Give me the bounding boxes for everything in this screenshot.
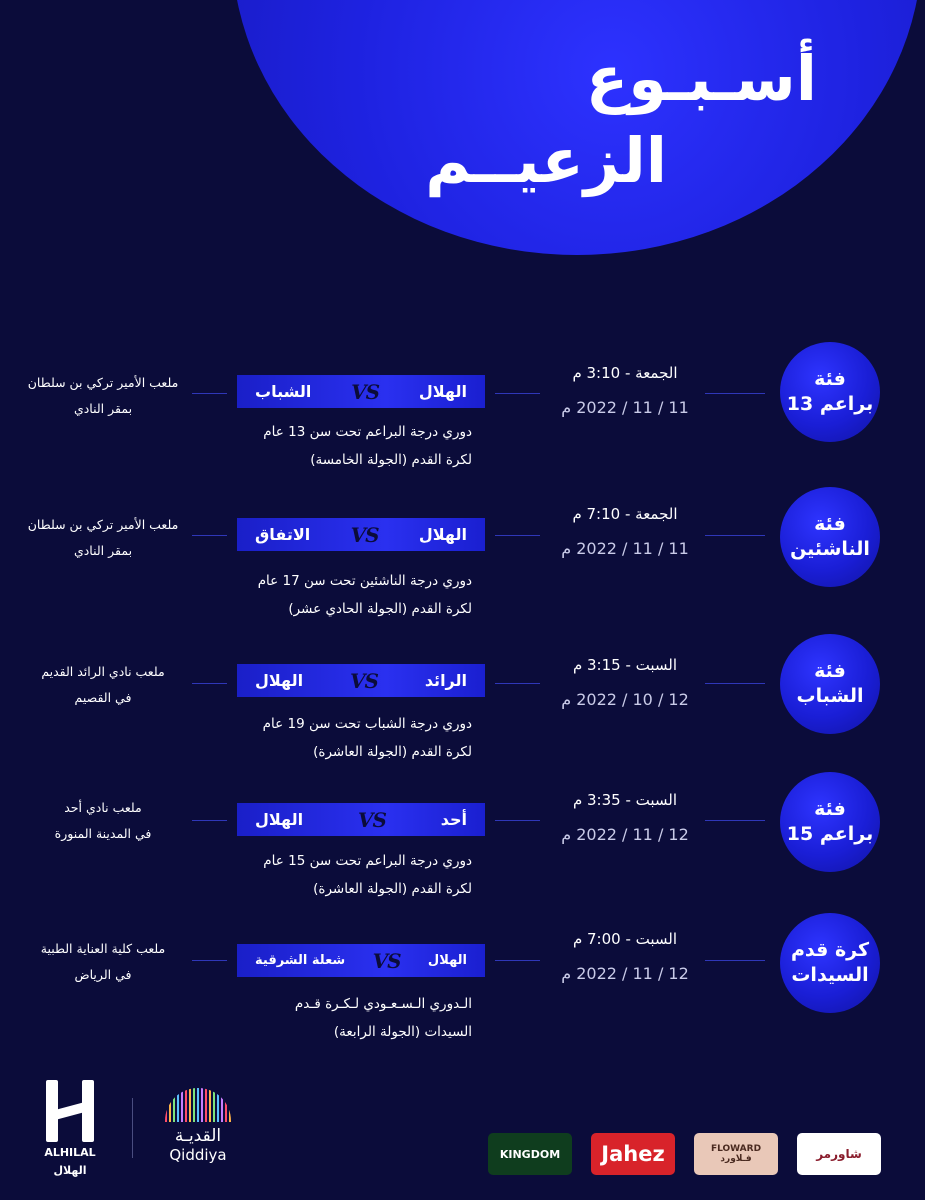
description-line: دوري درجة البراعم تحت سن 15 عام xyxy=(263,853,472,869)
divider-line xyxy=(192,820,227,821)
away-team: شعلة الشرقية xyxy=(255,953,346,968)
home-team: الهلال xyxy=(427,953,467,968)
match-time: السبت - 3:15 م xyxy=(572,656,678,674)
alhilal-name-ar: الهلال xyxy=(53,1164,87,1177)
match-description xyxy=(236,710,472,766)
match-row xyxy=(0,769,925,909)
category-line-2: الشباب xyxy=(796,685,864,707)
teams-bar xyxy=(237,375,485,408)
vs-mark: VS xyxy=(350,522,379,547)
match-description xyxy=(236,847,472,903)
divider-line xyxy=(705,535,765,536)
home-team: الهلال xyxy=(418,525,467,544)
footer-divider xyxy=(132,1098,133,1158)
venue-line: ملعب نادي أحد xyxy=(64,800,142,815)
match-description xyxy=(236,990,472,1046)
venue-line: ملعب كلية العناية الطبية xyxy=(40,941,166,956)
alhilal-logo xyxy=(40,1080,100,1178)
description-line: السيدات (الجولة الرابعة) xyxy=(333,1024,472,1040)
alhilal-mark-icon xyxy=(46,1080,94,1142)
sponsor-floward-label-en: FLOWARD xyxy=(710,1144,762,1154)
divider-line xyxy=(495,393,540,394)
match-date: 12 / 10 / 2022 م xyxy=(561,690,689,709)
category-line-1: فئة xyxy=(814,660,846,682)
category-badge xyxy=(780,634,880,734)
description-line: دوري درجة الناشئين تحت سن 17 عام xyxy=(257,573,472,589)
home-team: الرائد xyxy=(424,671,467,690)
description-line: لكرة القدم (الجولة العاشرة) xyxy=(313,744,472,760)
match-row xyxy=(0,632,925,772)
description-line: الـدوري الـسـعـودي لـكـرة قـدم xyxy=(294,996,472,1012)
sponsor-kingdom xyxy=(488,1133,572,1175)
teams-bar xyxy=(237,664,485,697)
match-time: الجمعة - 3:10 م xyxy=(572,364,678,382)
category-line-1: كرة قدم xyxy=(790,939,870,961)
category-line-2: السيدات xyxy=(791,964,869,986)
venue-line: في القصيم xyxy=(74,690,132,705)
category-line-1: فئة xyxy=(814,368,846,390)
match-description xyxy=(236,418,472,474)
title-line-1: أسـبـوع xyxy=(585,42,817,115)
sponsor-floward-label-ar: فـلاورد xyxy=(720,1154,752,1164)
match-date: 12 / 11 / 2022 م xyxy=(561,964,689,983)
match-datetime xyxy=(550,505,700,558)
match-venue xyxy=(18,936,188,988)
qiddiya-arc-icon xyxy=(165,1088,231,1122)
divider-line xyxy=(495,683,540,684)
venue-line: بمقر النادي xyxy=(73,543,133,558)
away-team: الهلال xyxy=(255,671,304,690)
title-line-2: الزعيــم xyxy=(425,124,667,197)
divider-line xyxy=(192,535,227,536)
match-row xyxy=(0,340,925,480)
venue-line: ملعب نادي الرائد القديم xyxy=(41,664,165,679)
match-date: 12 / 11 / 2022 م xyxy=(561,825,689,844)
teams-bar xyxy=(237,518,485,551)
match-datetime xyxy=(550,791,700,844)
qiddiya-logo xyxy=(158,1088,238,1164)
match-venue xyxy=(18,370,188,422)
match-time: السبت - 7:00 م xyxy=(572,930,678,948)
match-date: 11 / 11 / 2022 م xyxy=(561,398,689,417)
vs-mark: VS xyxy=(372,948,401,973)
vs-mark: VS xyxy=(357,807,386,832)
description-line: لكرة القدم (الجولة العاشرة) xyxy=(313,881,472,897)
category-badge xyxy=(780,487,880,587)
home-team: الهلال xyxy=(418,382,467,401)
alhilal-name-en: ALHILAL xyxy=(44,1146,96,1159)
sponsor-kingdom-label: KINGDOM xyxy=(499,1147,561,1161)
category-badge xyxy=(780,913,880,1013)
teams-bar xyxy=(237,944,485,977)
divider-line xyxy=(495,960,540,961)
home-team: أحد xyxy=(440,810,467,829)
description-line: دوري درجة البراعم تحت سن 13 عام xyxy=(263,424,472,440)
match-row xyxy=(0,908,925,1048)
sponsor-floward xyxy=(694,1133,778,1175)
teams-bar xyxy=(237,803,485,836)
away-team: الشباب xyxy=(255,382,312,401)
sponsor-jahez-label: Jahez xyxy=(601,1142,665,1166)
divider-line xyxy=(192,393,227,394)
vs-mark: VS xyxy=(351,379,380,404)
category-line-2: الناشئين xyxy=(790,538,870,560)
divider-line xyxy=(495,820,540,821)
match-description xyxy=(236,567,472,623)
venue-line: ملعب الأمير تركي بن سلطان xyxy=(27,517,179,532)
divider-line xyxy=(705,820,765,821)
venue-line: ملعب الأمير تركي بن سلطان xyxy=(27,375,179,390)
qiddiya-name-en: Qiddiya xyxy=(169,1146,227,1164)
venue-line: بمقر النادي xyxy=(73,401,133,416)
qiddiya-name-ar: القديـة xyxy=(174,1126,222,1146)
away-team: الهلال xyxy=(255,810,304,829)
description-line: لكرة القدم (الجولة الخامسة) xyxy=(310,452,472,468)
match-time: الجمعة - 7:10 م xyxy=(572,505,678,523)
away-team: الاتفاق xyxy=(255,525,311,544)
sponsor-shawarmer-label: شاورمر xyxy=(816,1147,862,1161)
divider-line xyxy=(192,960,227,961)
divider-line xyxy=(705,393,765,394)
divider-line xyxy=(192,683,227,684)
sponsor-jahez xyxy=(591,1133,675,1175)
category-line-2: براعم 13 xyxy=(786,393,874,415)
match-row xyxy=(0,485,925,625)
category-badge xyxy=(780,342,880,442)
match-venue xyxy=(18,512,188,564)
venue-line: في المدينة المنورة xyxy=(54,826,152,841)
vs-mark: VS xyxy=(349,668,378,693)
divider-line xyxy=(705,960,765,961)
divider-line xyxy=(705,683,765,684)
match-venue xyxy=(18,659,188,711)
match-time: السبت - 3:35 م xyxy=(572,791,678,809)
category-badge xyxy=(780,772,880,872)
match-datetime xyxy=(550,364,700,417)
venue-line: في الرياض xyxy=(74,967,132,982)
category-line-2: براعم 15 xyxy=(786,823,874,845)
category-line-1: فئة xyxy=(814,513,846,535)
sponsor-shawarmer xyxy=(797,1133,881,1175)
match-date: 11 / 11 / 2022 م xyxy=(561,539,689,558)
category-line-1: فئة xyxy=(814,798,846,820)
match-datetime xyxy=(550,930,700,983)
divider-line xyxy=(495,535,540,536)
description-line: دوري درجة الشباب تحت سن 19 عام xyxy=(262,716,472,732)
match-venue xyxy=(18,795,188,847)
description-line: لكرة القدم (الجولة الحادي عشر) xyxy=(288,601,472,617)
match-datetime xyxy=(550,656,700,709)
